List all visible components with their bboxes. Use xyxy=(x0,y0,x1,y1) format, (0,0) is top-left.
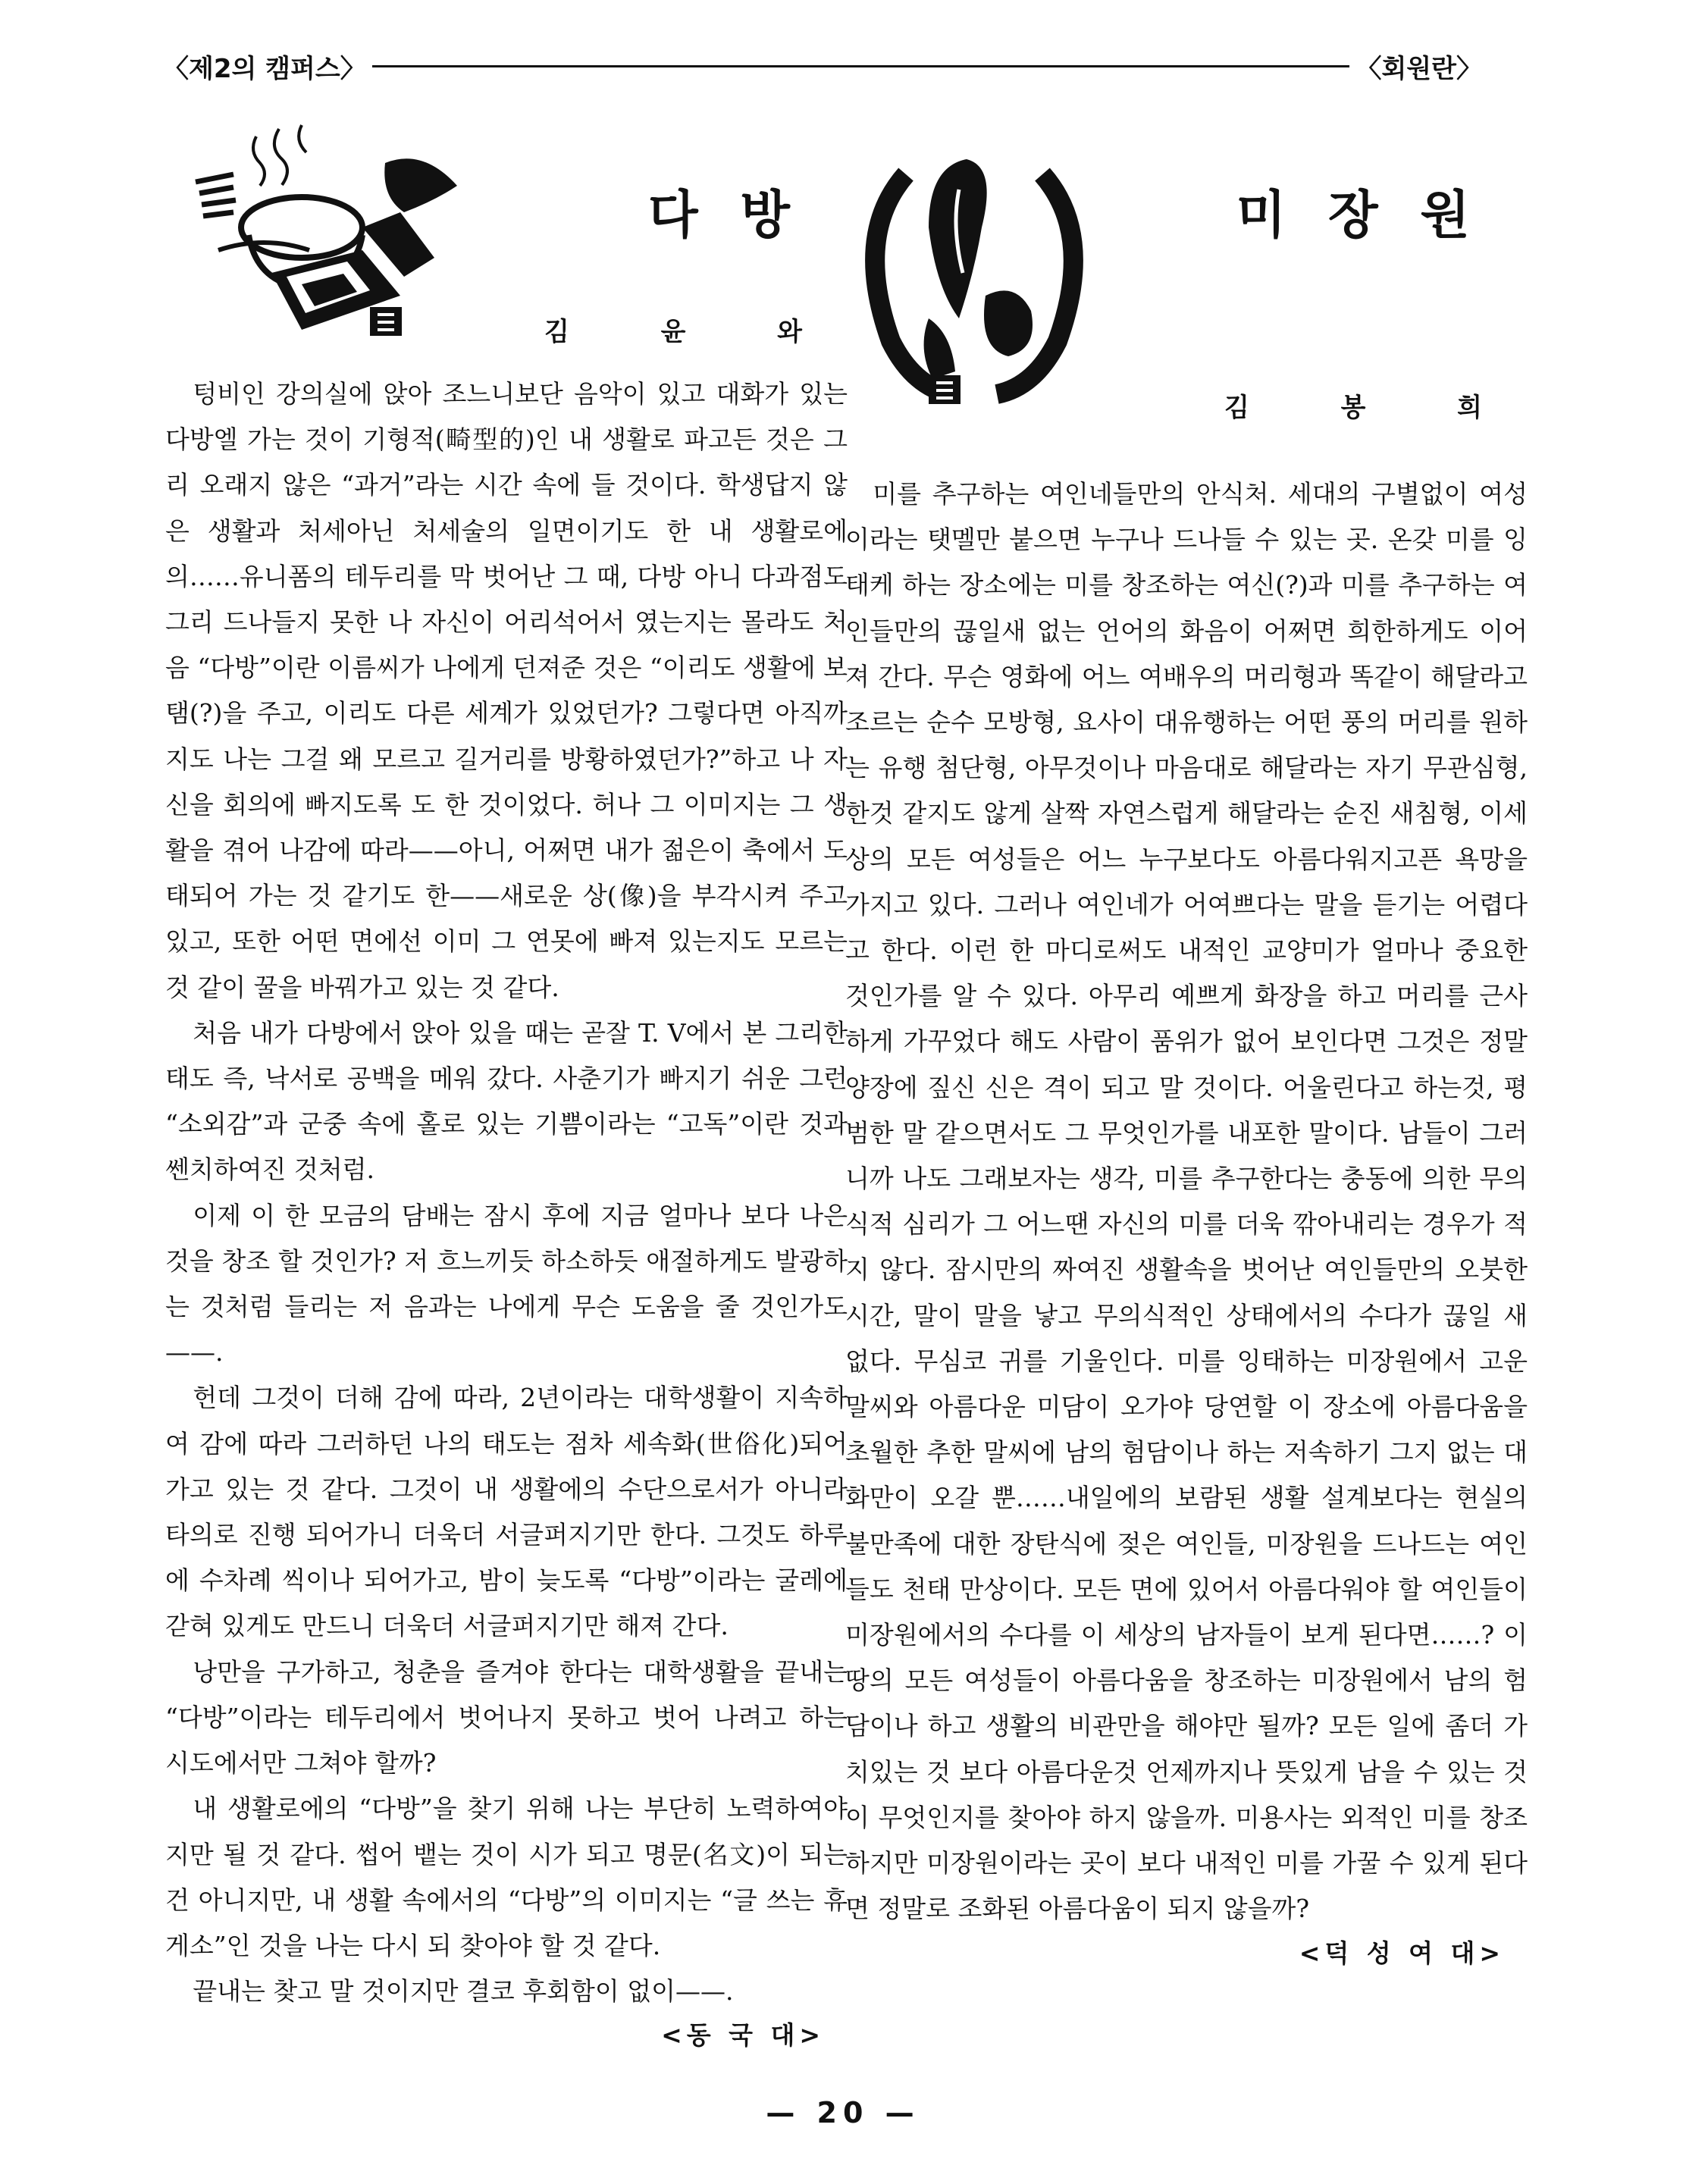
header-rule xyxy=(372,65,1350,67)
article-body xyxy=(845,472,1528,1932)
school-name: <동 국 대> xyxy=(661,2020,825,2051)
author-char: 봉 xyxy=(1340,393,1366,423)
article-header xyxy=(165,114,848,371)
author-char: 윤 xyxy=(660,317,686,347)
article-dabang xyxy=(165,114,848,2057)
page-number: — 20 — xyxy=(766,2096,920,2129)
author-char: 김 xyxy=(544,317,569,347)
school-name: <덕 성 여 대> xyxy=(1299,1938,1505,1968)
paragraph: 낭만을 구가하고, 청춘을 즐겨야 한다는 대학생활을 끝내는 “다방”이라는 테두리에서 벗어나지 못하고 벗어 나려고 하는 시도에서만 그쳐야 할까? xyxy=(165,1656,848,1778)
paragraph: 헌데 그것이 더해 감에 따라, 2년이라는 대학생활이 지속하여 감에 따라 그러하던 나의 태도는 점차 세속화(世俗化)되어 가고 있는 것 같다. 그것이 내 생활에의 수단으로서가 아니라 타의로 진행 되어가니 더욱더 서글퍼지기만 한다. 그것도 하루에 수차례 씩이나 되어가고, 밤이 늦도록 “다방”이라는 굴레에 갇혀 있게도 만드니 더욱더 서글퍼지기만 해져 간다. xyxy=(165,1383,848,1641)
column-label: 〈회원란〉 xyxy=(1355,53,1482,84)
hair-salon-illustration xyxy=(853,144,1095,417)
paragraph: 끝내는 찾고 말 것이지만 결코 후회함이 없이——. xyxy=(193,1976,734,2007)
paragraph: 이제 이 한 모금의 담배는 잠시 후에 지금 얼마나 보다 나은 것을 창조 할 것인가? 저 흐느끼듯 하소하듯 애절하게도 발광하는 것처럼 들리는 저 음과는 나에게 무슨 도움을 줄 것인가도——. xyxy=(165,1200,848,1368)
paragraph: 미를 추구하는 여인네들만의 안식처. 세대의 구별없이 여성이라는 탯멜만 붙으면 누구나 드나들 수 있는 곳. 온갖 미를 잉태케 하는 장소에는 미를 창조하는 여신(?)과 미를 추구하는 여인들만의 끊일새 없는 언어의 화음이 어쩌면 희한하게도 이어져 간다. 무슨 영화에 어느 여배우의 머리형과 똑같이 해달라고 조르는 순수 모방형, 요사이 대유행하는 어떤 풍의 머리를 원하는 유행 첨단형, 아무것이나 마음대로 해달라는 자기 무관심형, 한것 같지도 않게 살짝 자연스럽게 해달라는 순진 새침형, 이세상의 모든 여성들은 어느 누구보다도 아름다워지고픈 욕망을 가지고 있다. 그러나 여인네가 어여쁘다는 말을 듣기는 어렵다고 한다. 이런 한 마디로써도 내적인 교양미가 얼마나 중요한 것인가를 알 수 있다. 아무리 예쁘게 화장을 하고 머리를 근사하게 가꾸었다 해도 사람이 품위가 없어 보인다면 그것은 정말 양장에 짚신 신은 격이 되고 말 것이다. 어울린다고 하는것, 평범한 말 같으면서도 그 무엇인가를 내포한 말이다. 남들이 그러니까 나도 그래보자는 생각, 미를 추구한다는 충동에 의한 무의식적 심리가 그 어느땐 자신의 미를 더욱 깎아내리는 경우가 적지 않다. 잠시만의 짜여진 생활속을 벗어난 여인들만의 오붓한 시간, 말이 말을 낳고 무의식적인 상태에서의 수다가 끊일 새 없다. 무심코 귀를 기울인다. 미를 잉태하는 미장원에서 고운 말씨와 아름다운 미담이 오가야 당연할 이 장소에 아름다움을 초월한 추한 말씨에 남의 험담이나 하는 저속하기 그지 없는 대화만이 오갈 뿐……내일에의 보람된 생활 설계보다는 현실의 불만족에 대한 장탄식에 젖은 여인들, 미장원을 드나드는 여인들도 천태 만상이다. 모든 면에 있어서 아름다워야 할 여인들이 미장원에서의 수다를 이 세상의 남자들이 보게 된다면……? 이 땅의 모든 여성들이 아름다움을 창조하는 미장원에서 남의 험담이나 하고 생활의 비관만을 해야만 될까? 모든 일에 좀더 가치있는 것 보다 아름다운것 언제까지나 뜻있게 남을 수 있는 것이 무엇인지를 찾아야 하지 않을까. 미용사는 외적인 미를 창조하지만 미장원이라는 곳이 보다 내적인 미를 가꿀 수 있게 된다면 정말로 조화된 아름다움이 되지 않을까? xyxy=(845,479,1528,1924)
coffee-cup-illustration xyxy=(188,121,476,356)
author-name xyxy=(544,311,802,348)
article-header xyxy=(845,114,1528,423)
paragraph: 텅비인 강의실에 앉아 조느니보단 음악이 있고 대화가 있는 다방엘 가는 것이 기형적(畸型的)인 내 생활로 파고든 것은 그리 오래지 않은 “과거”라는 시간 속에 들 것이다. 학생답지 않은 생활과 처세아닌 처세술의 일면이기도 한 내 생활로에의……유니폼의 테두리를 막 벗어난 그 때, 다방 아니 다과점도 그리 드나들지 못한 나 자신이 어리석어서 였는지는 몰라도 처음 “다방”이란 이름씨가 나에게 던져준 것은 “이리도 생활에 보탬(?)을 주고, 이리도 다른 세계가 있었던가? 그렇다면 아직까지도 나는 그걸 왜 모르고 길거리를 방황하였던가?”하고 나 자신을 회의에 빠지도록 도 한 것이었다. 허나 그 이미지는 그 생활을 겪어 나감에 따라——아니, 어쩌면 내가 젊은이 축에서 도태되어 가는 것 같기도 한——새로운 상(像)을 부각시켜 주고 있고, 또한 어떤 면에선 이미 그 연못에 빠져 있는지도 모르는 것 같이 꿀을 바꿔가고 있는 것 같다. xyxy=(165,379,848,1002)
article-body xyxy=(165,371,848,2014)
paragraph: 처음 내가 다방에서 앉아 있을 때는 곧잘 T. V에서 본 그리한 태도 즉, 낙서로 공백을 메워 갔다. 사춘기가 빠지기 쉬운 그런 “소외감”과 군중 속에 홀로 있는 기쁨이라는 “고독”이란 것과 쎈치하여진 것처럼. xyxy=(165,1017,848,1185)
author-char: 희 xyxy=(1457,393,1482,423)
article-title: 미 장 원 xyxy=(1236,186,1482,246)
article-mijangwon xyxy=(845,114,1528,1975)
author-name xyxy=(1224,387,1482,424)
page-header xyxy=(163,47,1482,85)
section-label: 〈제2의 캠퍼스〉 xyxy=(163,53,366,84)
paragraph: 내 생활로에의 “다방”을 찾기 위해 나는 부단히 노력하여야지만 될 것 같다. 썹어 뱉는 것이 시가 되고 명문(名文)이 되는 건 아니지만, 내 생활 속에서의 “다방”의 이미지는 “글 쓰는 휴게소”인 것을 나는 다시 되 찾아야 할 것 같다. xyxy=(165,1794,848,1960)
author-char: 와 xyxy=(777,317,802,347)
article-title: 다 방 xyxy=(647,186,802,246)
author-char: 김 xyxy=(1224,393,1249,423)
